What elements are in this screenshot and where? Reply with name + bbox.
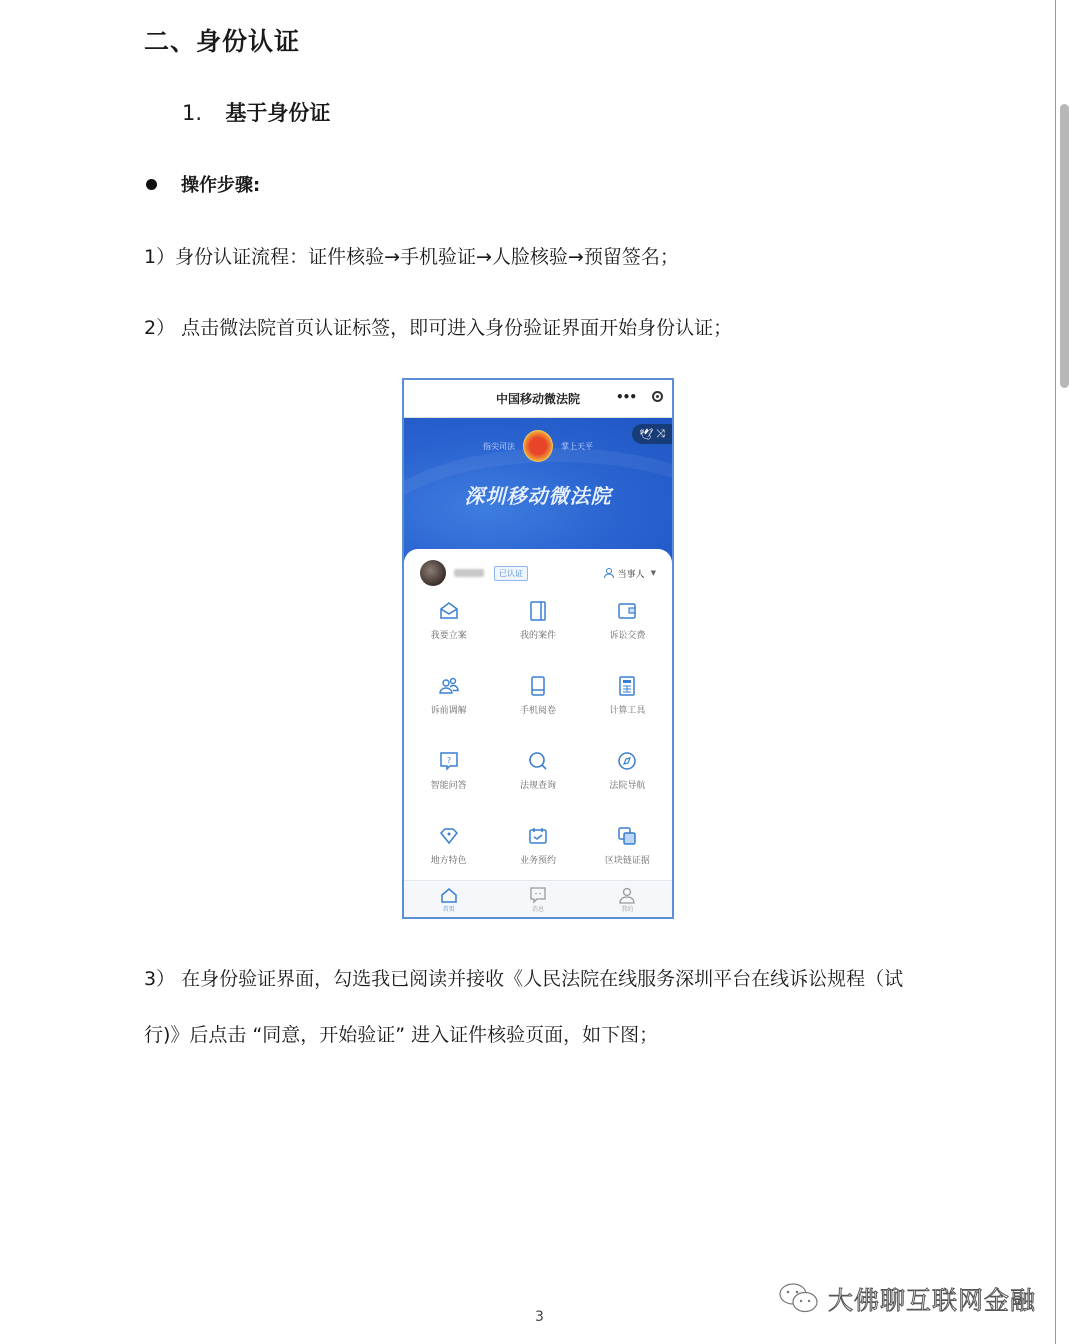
role-label: 当事人 — [617, 569, 645, 580]
subsection-text: 基于身份证 — [225, 101, 331, 125]
search-icon — [527, 750, 549, 772]
service-label: 业务预约 — [519, 856, 556, 866]
envelope-icon — [438, 600, 460, 622]
wallet-icon — [616, 600, 638, 622]
service-item[interactable] — [583, 600, 672, 675]
bird-icon: 🕊 — [639, 427, 654, 441]
subsection-title — [182, 97, 330, 127]
calculator-icon — [616, 675, 638, 697]
service-label: 手机阅卷 — [519, 706, 556, 716]
service-item[interactable] — [493, 750, 582, 825]
tab-label: 首页 — [442, 905, 455, 913]
step-1: 1）身份认证流程：证件核验→手机验证→人脸核验→预留签名； — [144, 246, 679, 268]
phone-screenshot — [402, 378, 674, 919]
step-3-line-2: 行)》后点击 “同意，开始验证” 进入证件核验页面，如下图； — [144, 1024, 659, 1046]
people-icon — [438, 675, 460, 697]
service-item[interactable] — [493, 675, 582, 750]
caret-down-icon: ▼ — [650, 569, 656, 577]
bullet-text: 操作步骤: — [181, 175, 261, 196]
tab-mine[interactable] — [583, 881, 672, 917]
watermark — [778, 1281, 1036, 1317]
miniprogram-title: 中国移动微法院 — [495, 392, 580, 406]
service-item[interactable] — [493, 600, 582, 675]
miniprogram-title-bar — [404, 380, 672, 418]
calendar-check-icon — [527, 825, 549, 847]
service-item[interactable] — [583, 675, 672, 750]
blocks-icon — [616, 825, 638, 847]
subsection-number: 1. — [182, 101, 203, 125]
service-label: 诉讼交费 — [609, 631, 646, 641]
banner — [404, 418, 672, 568]
service-label: 地方特色 — [430, 856, 467, 866]
profile-icon — [618, 886, 636, 904]
left-slogan: 指尖司法 — [483, 441, 515, 451]
tab-label: 我的 — [621, 905, 634, 913]
service-item[interactable] — [404, 675, 493, 750]
court-emblem-icon — [523, 430, 553, 462]
svg-text:?: ? — [446, 756, 451, 765]
user-row — [404, 549, 672, 586]
role-selector[interactable] — [603, 567, 656, 580]
service-label: 计算工具 — [609, 706, 646, 716]
step-2: 2） 点击微法院首页认证标签，即可进入身份验证界面开始身份认证； — [144, 317, 733, 339]
service-label: 区块链证据 — [604, 856, 650, 866]
username-blurred — [454, 569, 484, 577]
service-label: 法规查询 — [519, 781, 556, 791]
tab-messages[interactable] — [493, 881, 582, 917]
service-label: 法院导航 — [609, 781, 646, 791]
right-slogan: 掌上天平 — [561, 441, 593, 451]
shuffle-icon: ⤨ — [656, 427, 665, 440]
tab-bar — [404, 880, 672, 917]
avatar[interactable] — [420, 560, 446, 586]
more-icon[interactable]: ••• — [615, 390, 636, 404]
emblem-row — [404, 427, 672, 462]
wechat-icon — [778, 1281, 820, 1317]
message-icon — [529, 886, 547, 904]
services-card — [404, 549, 672, 917]
home-icon — [440, 886, 458, 904]
service-item[interactable] — [404, 600, 493, 675]
bullet-dot-icon — [146, 179, 157, 190]
diamond-icon — [438, 825, 460, 847]
book-icon — [527, 600, 549, 622]
bullet-heading — [146, 171, 260, 197]
user-icon — [603, 567, 615, 579]
tab-home[interactable] — [404, 881, 493, 917]
step-3-line-1: 3） 在身份验证界面，勾选我已阅读并接收《人民法院在线服务深圳平台在线诉讼规程（试 — [144, 968, 904, 990]
service-label: 我的案件 — [519, 631, 556, 641]
verified-badge[interactable]: 已认证 — [494, 566, 528, 581]
close-target-icon[interactable] — [652, 391, 663, 402]
watermark-text: 大佛聊互联网金融 — [828, 1286, 1037, 1315]
section-title: 二、身份认证 — [144, 27, 301, 56]
service-item[interactable] — [404, 750, 493, 825]
banner-title: 深圳移动微法院 — [464, 484, 612, 508]
service-grid — [404, 586, 672, 900]
service-label: 我要立案 — [430, 631, 467, 641]
service-label: 诉前调解 — [430, 706, 467, 716]
service-label: 智能问答 — [430, 781, 467, 791]
compass-icon — [616, 750, 638, 772]
question-icon — [438, 750, 460, 772]
service-item[interactable] — [583, 750, 672, 825]
tab-label: 消息 — [531, 905, 544, 913]
page-number: 3 — [535, 1309, 544, 1325]
scrollbar-thumb[interactable] — [1060, 104, 1069, 388]
tablet-icon — [527, 675, 549, 697]
